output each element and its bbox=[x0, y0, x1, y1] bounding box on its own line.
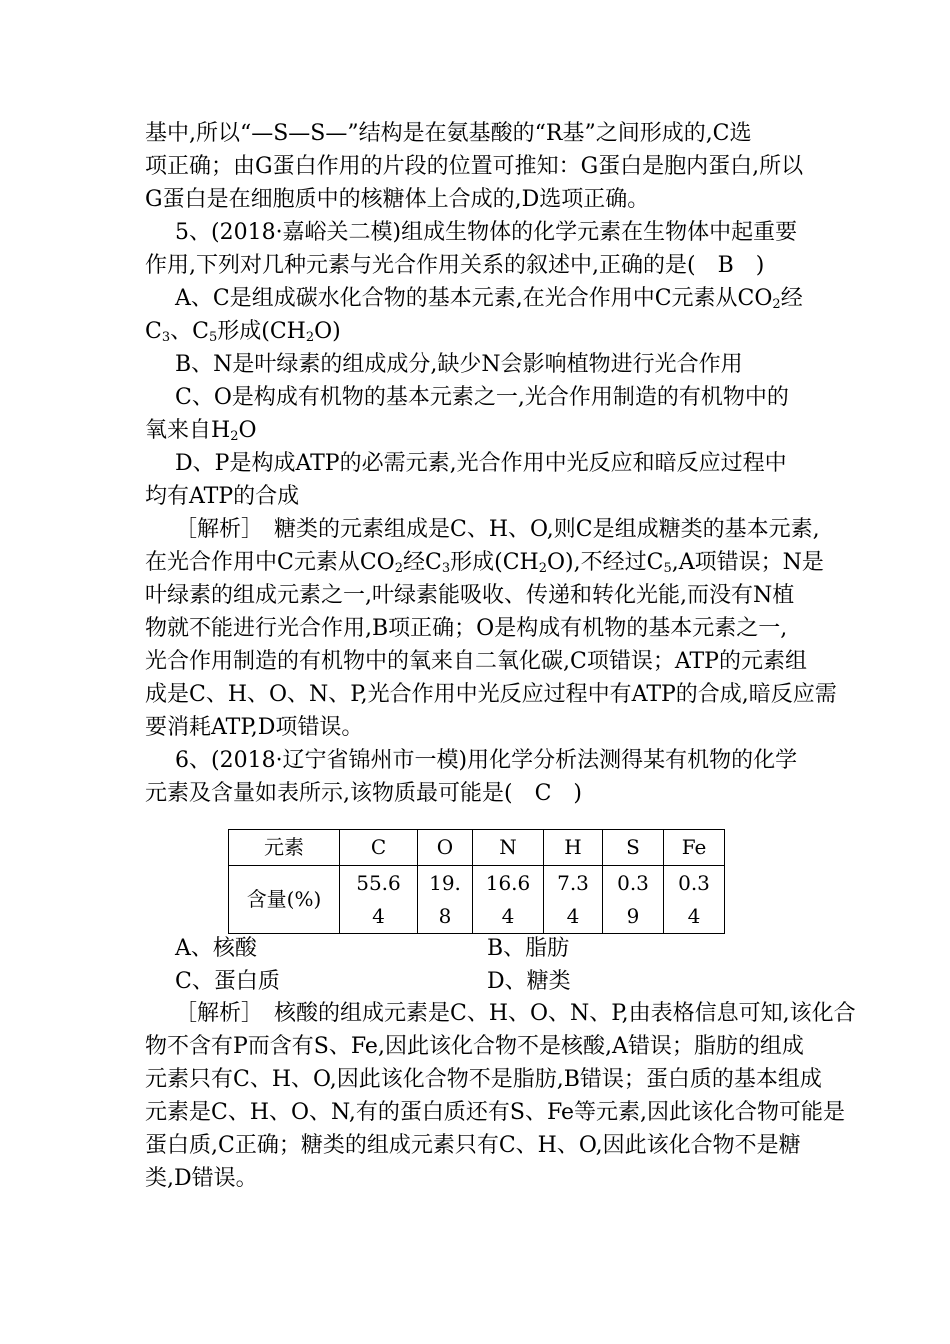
table-row bbox=[229, 830, 725, 866]
question-5-stem: 5、(2018·嘉峪关二模)组成生物体的化学元素在生物体中起重要 bbox=[175, 220, 798, 245]
table-cell: 16.6 4 bbox=[473, 866, 544, 934]
table-header-cell: C bbox=[340, 830, 418, 866]
analysis: ［解析］ 核酸的组成元素是C、H、O、N、P,由表格信息可知,该化合 bbox=[175, 1001, 856, 1026]
analysis: 元素是C、H、O、N,有的蛋白质还有S、Fe等元素,因此该化合物可能是 bbox=[145, 1100, 846, 1125]
text-line: 基中,所以“—S—S—”结构是在氨基酸的“R基”之间形成的,C选 bbox=[145, 121, 752, 146]
analysis: 类,D错误。 bbox=[145, 1166, 258, 1191]
table-header-cell: N bbox=[473, 830, 544, 866]
question-6-stem: 6、(2018·辽宁省锦州市一模)用化学分析法测得某有机物的化学 bbox=[175, 748, 798, 773]
option-c: C、蛋白质 bbox=[175, 969, 280, 994]
option-d: D、P是构成ATP的必需元素,光合作用中光反应和暗反应过程中 bbox=[175, 451, 787, 476]
table-cell: 19. 8 bbox=[418, 866, 473, 934]
analysis: 成是C、H、O、N、P,光合作用中光反应过程中有ATP的合成,暗反应需 bbox=[145, 682, 837, 707]
option-d: D、糖类 bbox=[487, 969, 571, 994]
analysis: 物不含有P而含有S、Fe,因此该化合物不是核酸,A错误；脂肪的组成 bbox=[145, 1034, 804, 1059]
option-a: A、C是组成碳水化合物的基本元素,在光合作用中C元素从$CO_2$经 bbox=[175, 286, 803, 312]
table-header-cell: S bbox=[603, 830, 664, 866]
question-5-stem: 作用,下列对几种元素与光合作用关系的叙述中,正确的是( B ) bbox=[145, 253, 765, 278]
table-cell: 含量(%) bbox=[229, 866, 340, 934]
table-header-cell: 元素 bbox=[229, 830, 340, 866]
text-line: 项正确；由G蛋白作用的片段的位置可推知：G蛋白是胞内蛋白,所以 bbox=[145, 154, 804, 179]
analysis: 蛋白质,C正确；糖类的组成元素只有C、H、O,因此该化合物不是糖 bbox=[145, 1133, 801, 1158]
analysis: 要消耗ATP,D项错误。 bbox=[145, 715, 364, 740]
analysis: 光合作用制造的有机物中的氧来自二氧化碳,C项错误；ATP的元素组 bbox=[145, 649, 807, 674]
table-header-cell: O bbox=[418, 830, 473, 866]
analysis: 物就不能进行光合作用,B项正确；O是构成有机物的基本元素之一, bbox=[145, 616, 788, 641]
text-line: G蛋白是在细胞质中的核糖体上合成的,D选项正确。 bbox=[145, 187, 650, 212]
table-header-cell: H bbox=[544, 830, 603, 866]
table-cell: 55.6 4 bbox=[340, 866, 418, 934]
table-cell: 7.3 4 bbox=[544, 866, 603, 934]
table-cell: 0.3 4 bbox=[664, 866, 725, 934]
table-row bbox=[229, 866, 725, 934]
option-b: B、N是叶绿素的组成成分,缺少N会影响植物进行光合作用 bbox=[175, 352, 743, 377]
document-page bbox=[145, 117, 856, 1191]
table-cell: 0.3 9 bbox=[603, 866, 664, 934]
options bbox=[175, 932, 815, 998]
analysis-block bbox=[145, 997, 856, 1195]
option-c: 氧来自$H_2O$ bbox=[145, 418, 257, 444]
option-b: B、脂肪 bbox=[487, 936, 570, 961]
element-table bbox=[228, 829, 725, 934]
option-row bbox=[175, 965, 815, 998]
analysis: 元素只有C、H、O,因此该化合物不是脂肪,B错误；蛋白质的基本组成 bbox=[145, 1067, 822, 1092]
option-a: $C_3$、$C_5$形成$(CH_2O)$ bbox=[145, 319, 341, 345]
question-6-stem: 元素及含量如表所示,该物质最可能是( C ) bbox=[145, 781, 582, 806]
option-c: C、O是构成有机物的基本元素之一,光合作用制造的有机物中的 bbox=[175, 385, 789, 410]
option-row bbox=[175, 932, 815, 965]
analysis: 叶绿素的组成元素之一,叶绿素能吸收、传递和转化光能,而没有N植 bbox=[145, 583, 795, 608]
analysis: 在光合作用中C元素从$CO_2$经$C_3$形成$(CH_2O)$,不经过$C_5,A$项错误；N是 bbox=[145, 550, 824, 576]
analysis: ［解析］ 糖类的元素组成是C、H、O,则C是组成糖类的基本元素, bbox=[175, 517, 820, 542]
option-d: 均有ATP的合成 bbox=[145, 484, 300, 509]
table-header-cell: Fe bbox=[664, 830, 725, 866]
option-a: A、核酸 bbox=[175, 936, 257, 961]
